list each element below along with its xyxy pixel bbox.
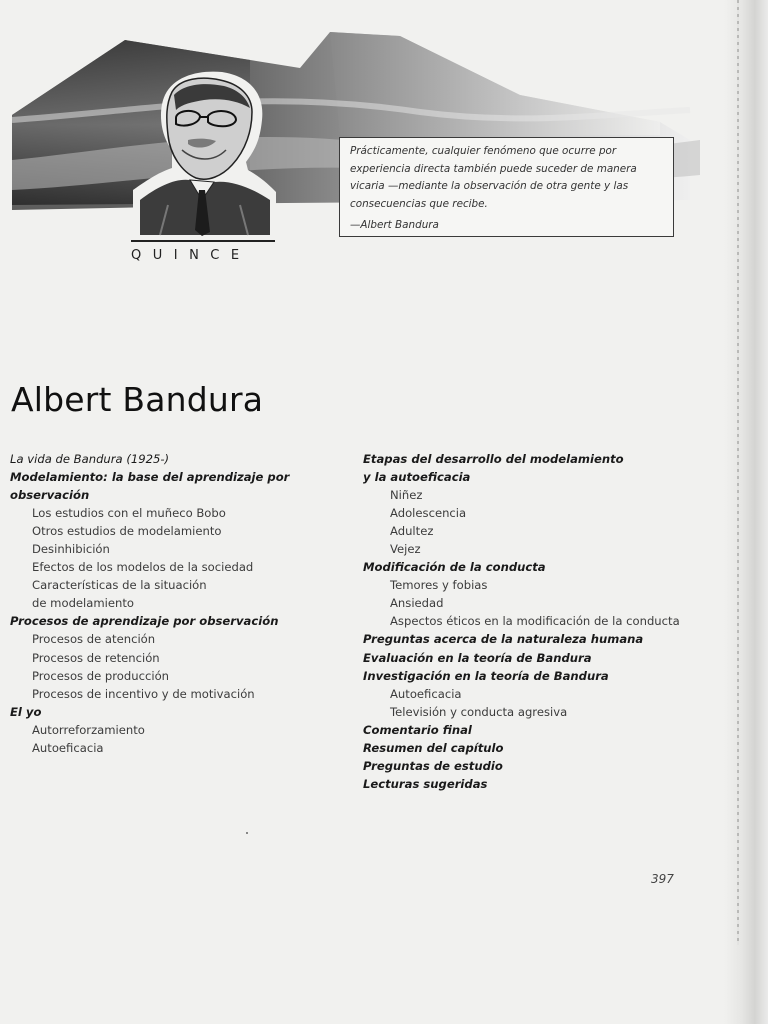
toc-item: Comentario final: [363, 722, 472, 737]
toc-item: Adultez: [390, 524, 434, 539]
toc-item: Procesos de retención: [32, 650, 160, 665]
quote-line: Prácticamente, cualquier fenómeno que ocurre por: [350, 145, 617, 157]
toc-item: Modelamiento: la base del aprendizaje por: [10, 470, 290, 485]
toc-item: Preguntas de estudio: [363, 758, 503, 773]
quote-author: —Albert Bandura: [350, 219, 439, 231]
toc-item: Características de la situación: [32, 578, 207, 593]
toc-item: Autoeficacia: [390, 686, 462, 701]
toc-item: Investigación en la teoría de Bandura: [363, 668, 609, 683]
toc-item: de modelamiento: [32, 596, 135, 611]
toc-item: Autoeficacia: [32, 740, 104, 755]
toc-item: Desinhibición: [32, 542, 110, 557]
toc-item: Aspectos éticos en la modificación de la conducta: [390, 614, 680, 629]
toc-item: Televisión y conducta agresiva: [390, 704, 568, 719]
toc-item: Procesos de producción: [32, 668, 170, 683]
scan-speck: [246, 832, 248, 834]
toc-item: Los estudios con el muñeco Bobo: [32, 506, 226, 521]
toc-item: Otros estudios de modelamiento: [32, 524, 222, 539]
quote-line: vicaria —mediante la observación de otra gente y las: [350, 180, 629, 192]
chapter-title: Albert Bandura: [11, 380, 264, 419]
toc-item: Adolescencia: [390, 506, 467, 521]
toc-item: Etapas del desarrollo del modelamiento: [363, 452, 624, 466]
chapter-rule: [131, 240, 275, 242]
epigraph-quote: [339, 137, 674, 237]
toc-item: Modificación de la conducta: [363, 560, 546, 575]
toc-item: Procesos de aprendizaje por observación: [10, 614, 279, 629]
toc-item: Resumen del capítulo: [363, 740, 504, 755]
toc-item: Preguntas acerca de la naturaleza humana: [363, 632, 644, 647]
toc-item: Temores y fobias: [390, 578, 488, 593]
toc-item: Ansiedad: [390, 596, 444, 611]
quote-line: consecuencias que recibe.: [350, 197, 488, 210]
toc-item: Evaluación en la teoría de Bandura: [363, 650, 592, 665]
toc-right-column: [363, 450, 703, 793]
toc-item: Procesos de incentivo y de motivación: [32, 686, 255, 701]
toc-item: Lecturas sugeridas: [363, 776, 488, 791]
toc-item: Efectos de los modelos de la sociedad: [32, 560, 254, 575]
quote-line: experiencia directa también puede suceder de manera: [350, 162, 637, 175]
toc-item: Niñez: [390, 488, 423, 503]
toc-left-column: [10, 450, 340, 757]
toc-item: Vejez: [390, 542, 421, 557]
toc-item: El yo: [10, 704, 42, 719]
toc-item: La vida de Bandura (1925-): [10, 452, 170, 466]
chapter-number-label: QUINCE: [131, 248, 251, 263]
toc-item: observación: [10, 488, 90, 503]
toc-item: Autorreforzamiento: [32, 722, 145, 737]
toc-item: y la autoeficacia: [363, 470, 471, 485]
toc-item: Procesos de atención: [32, 632, 156, 647]
page-number: 397: [651, 872, 674, 886]
